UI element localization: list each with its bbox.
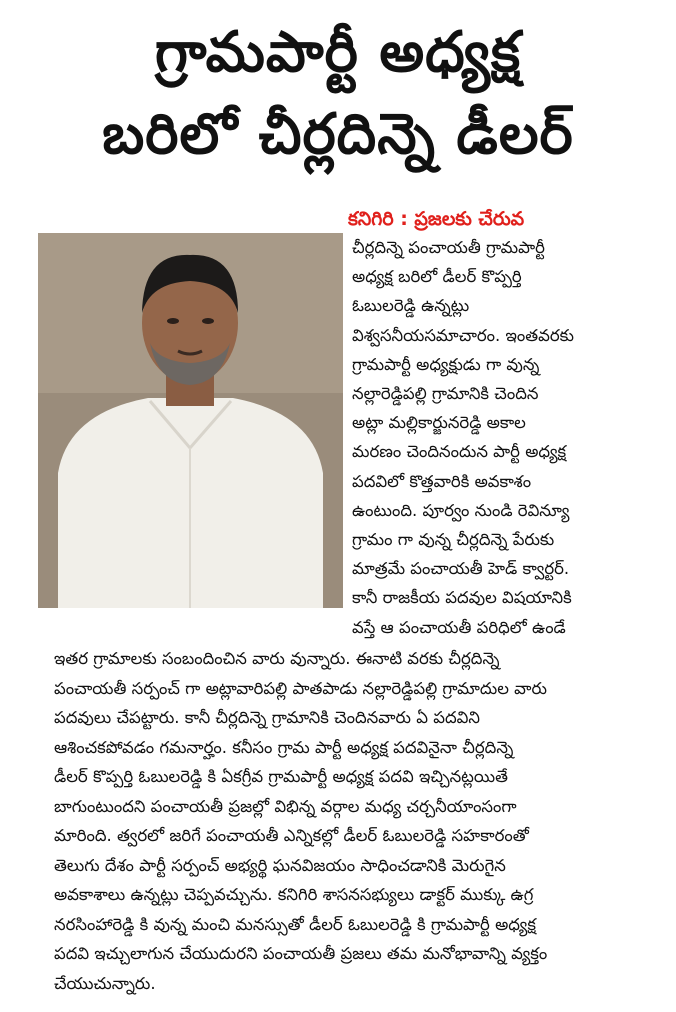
article-column-line: అట్లా మల్లికార్జునరెడ్డి అకాల	[352, 413, 526, 433]
article-body-line: పదవి ఇచ్చులాగున చేయుదురని పంచాయతీ ప్రజలు తమ మనోభావాన్ని వ్యక్తం	[54, 944, 548, 963]
article-body-line: పంచాయతీ సర్పంచ్ గా అట్లావారిపల్లి పాతపాడు నల్లారెడ్డిపల్లి గ్రామాదుల వారు	[54, 678, 547, 698]
article-body-line: మారింది. త్వరలో జరిగే పంచాయతీ ఎన్నికల్లో డీలర్ ఓబులరెడ్డి సహకారంతో	[54, 826, 529, 845]
article-body-line: తెలుగు దేశం పార్టీ సర్పంచ్ అభ్యర్థి ఘనవిజయం సాధించడానికి మెరుగైన	[54, 855, 506, 875]
article-body-line: డీలర్ కొప్పర్తి ఓబులరెడ్డి కి ఏకగ్రీవ గ్రామపార్టీ అధ్యక్ష పదవి ఇచ్చినట్లయితే	[54, 767, 508, 786]
article-body-line: అవకాశాలు ఉన్నట్లు చెప్పవచ్చును. కనిగిరి శాసనసభ్యులు డాక్టర్ ముక్కు ఉగ్ర	[54, 885, 534, 904]
article-column-line: ఓబులరెడ్డి ఉన్నట్లు	[352, 296, 470, 316]
article-column-line: గ్రామం గా వున్న చీర్లదిన్నె పేరుకు	[352, 530, 555, 549]
article-body-line: నరసింహారెడ్డి కి వున్న మంచి మనస్సుతో డీలర్ ఓబులరెడ్డి కి గ్రామపార్టీ అధ్యక్ష	[54, 914, 536, 934]
article-column-line: అధ్యక్ష బరిలో డీలర్ కొప్పర్తి	[352, 267, 522, 287]
article-column-line: గ్రామపార్టీ అధ్యక్షుడు గా వున్న	[352, 354, 540, 374]
article-column-line: విశ్వసనీయసమాచారం. ఇంతవరకు	[352, 325, 574, 345]
headline-line-2: బరిలో చీర్లదిన్నె డీలర్	[102, 102, 574, 167]
article-body-line: చేయుచున్నారు.	[54, 973, 156, 993]
headline-line-1: గ్రామపార్టీ అధ్యక్ష	[154, 20, 522, 85]
article-column-line: నల్లారెడ్డిపల్లి గ్రామానికి చెందిన	[352, 384, 539, 403]
dateline-byline: కనిగిరి : ప్రజలకు చేరువ	[348, 208, 525, 230]
article-body-line: ఆశించకపోవడం గమనార్హం. కనీసం గ్రామ పార్టీ అధ్యక్ష పదవినైనా చీర్లదిన్నె	[54, 737, 514, 757]
article-body-line: ఇతర గ్రామాలకు సంబందించిన వారు వున్నారు. ఈనాటి వరకు చీర్లదిన్నె	[54, 649, 500, 668]
article-column-line: మాత్రమే పంచాయతీ హెడ్ క్వార్టర్.	[352, 559, 570, 579]
news-photo	[38, 233, 343, 608]
article-body-line: బాగుంటుందని పంచాయతీ ప్రజల్లో విభిన్న వర్గాల మధ్య చర్చనీయాంసంగా	[54, 796, 517, 816]
article-body-line: పదవులు చేపట్టారు. కానీ చీర్లదిన్నె గ్రామానికి చెందినవారు ఏ పదవిని	[54, 708, 480, 727]
article-column-line: మరణం చెందినందున పార్టీ అధ్యక్ష	[352, 442, 567, 462]
article-column-line: కానీ రాజకీయ పదవుల విషయానికి	[352, 588, 572, 608]
article-column-line: పదవిలో కొత్తవారికి అవకాశం	[352, 471, 532, 491]
article-column-line: చీర్లదిన్నె పంచాయతీ గ్రామపార్టీ	[352, 238, 545, 257]
article-column-line: ఉంటుంది. పూర్వం నుండి రెవిన్యూ	[352, 500, 570, 520]
article-column-line: వస్తే ఆ పంచాయతీ పరిధిలో ఉండే	[352, 617, 566, 637]
